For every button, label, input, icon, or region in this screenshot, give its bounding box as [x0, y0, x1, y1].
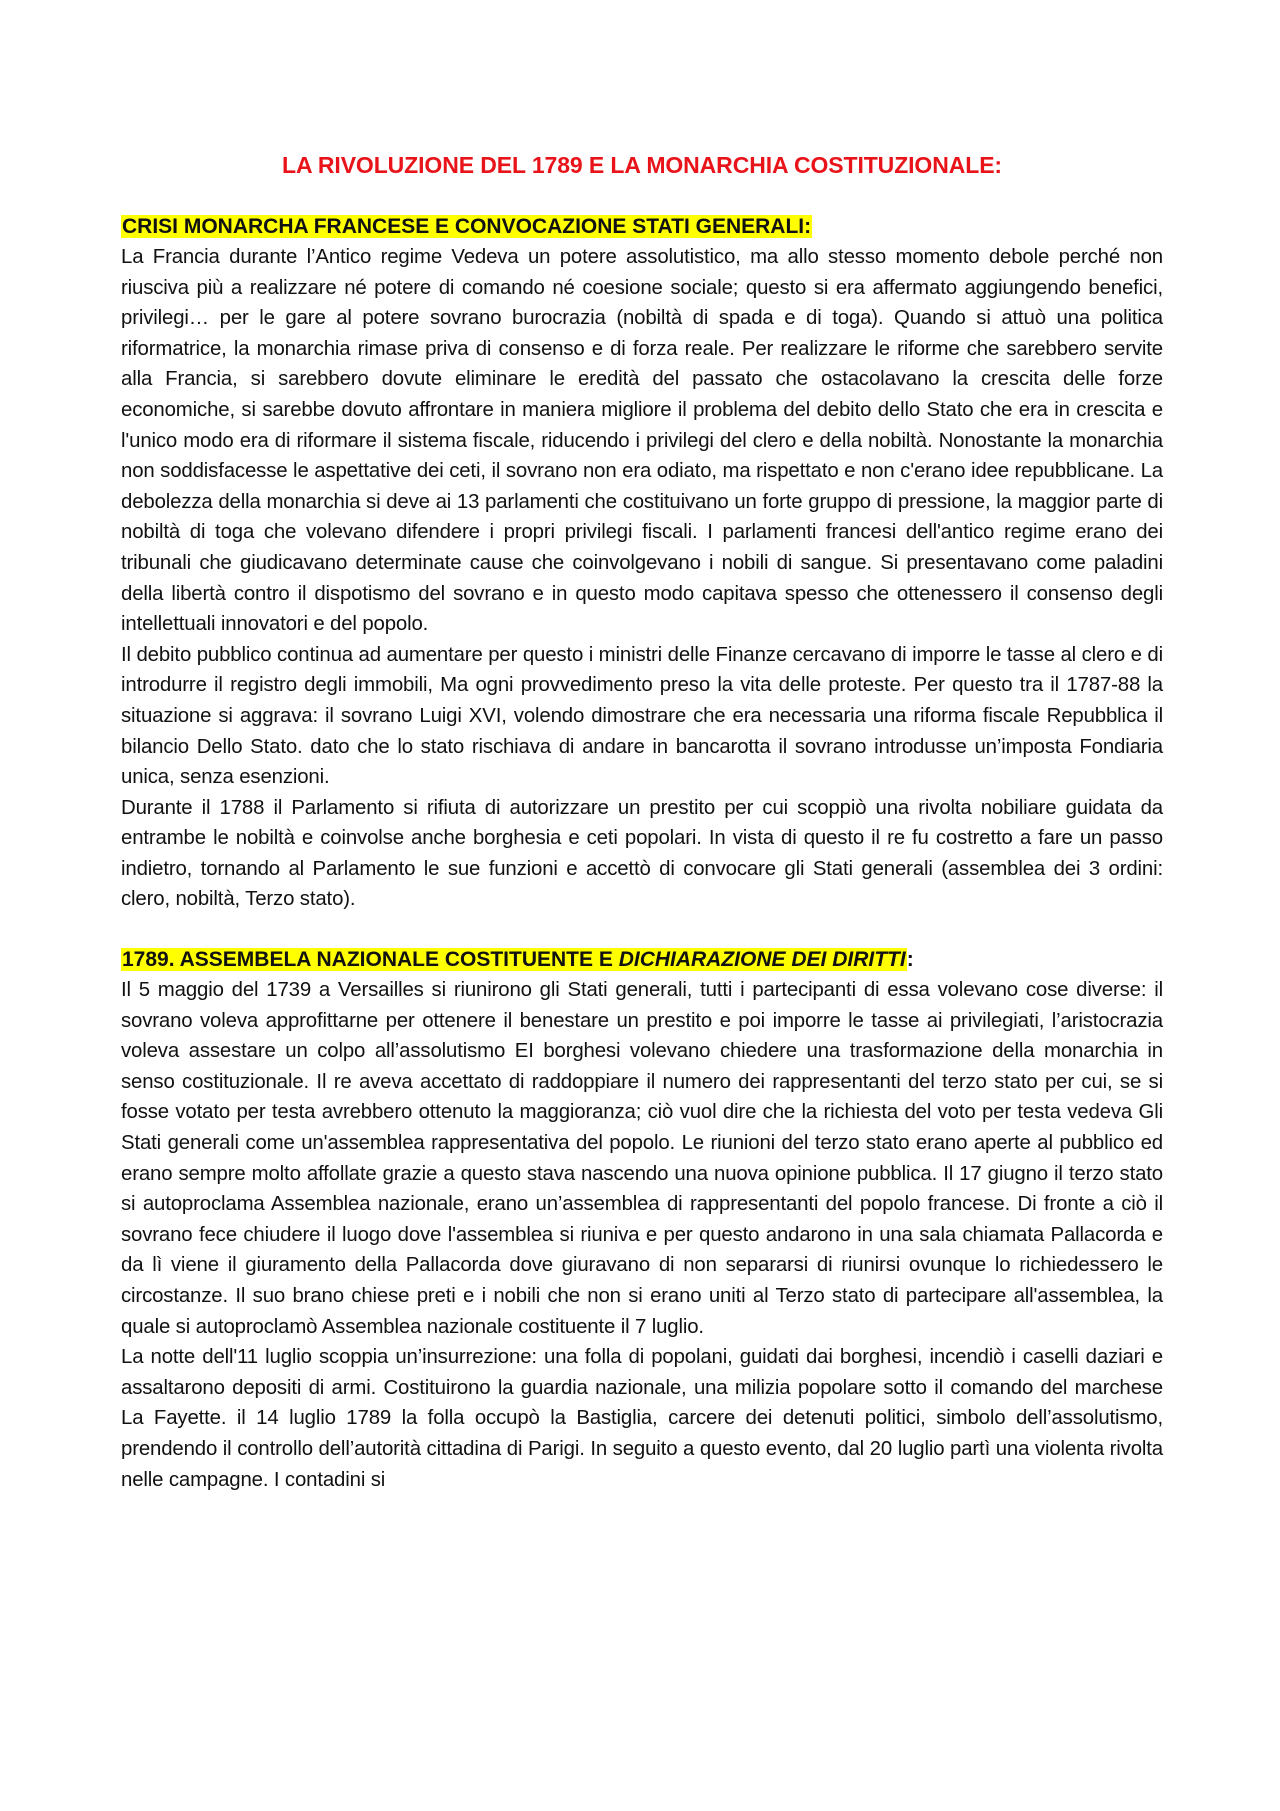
highlighted-heading-text: CRISI MONARCHA FRANCESE E CONVOCAZIONE STATI GENERALI:	[122, 215, 812, 238]
heading-suffix: :	[906, 948, 914, 972]
paragraph: Durante il 1788 il Parlamento si rifiuta di autorizzare un prestito per cui scoppiò una rivolta nobiliare guidata da entrambe le nobiltà e coinvolse anche borghesia e ceti popolari. In vista di questo il re fu costretto a fare un passo indietro, tornando al Parlamento le sue funzioni e accettò di convocare gli Stati generali (assemblea dei 3 ordini: clero, nobiltà, Terzo stato).	[121, 796, 1163, 911]
document-page	[121, 148, 1163, 1495]
paragraph: La notte dell'11 luglio scoppia un’insurrezione: una folla di popolani, guidati dai borghesi, incendiò i caselli daziari e assaltarono depositi di armi. Costituirono la guardia nazionale, una milizia popolare sotto il comando del marchese La Fayette. il 14 luglio 1789 la folla occupò la Bastiglia, carcere dei detenuti politici, simbolo dell’assolutismo, prendendo il controllo dell’autorità cittadina di Parigi. In seguito a questo evento, dal 20 luglio partì una violenta rivolta nelle campagne. I contadini si	[121, 1346, 1163, 1491]
paragraph: Il debito pubblico continua ad aumentare per questo i ministri delle Finanze cercavano di imporre le tasse al clero e di introdurre il registro degli immobili, Ma ogni provvedimento preso la vita delle proteste. Per questo tra il 1787-88 la situazione si aggrava: il sovrano Luigi XVI, volendo dimostrare che era necessaria una riforma fiscale Repubblica il bilancio Dello Stato. dato che lo stato rischiava di andare in bancarotta il sovrano introdusse un’imposta Fondiaria unica, senza esenzioni.	[121, 643, 1163, 789]
section-assemblea-nazionale	[121, 945, 1163, 1495]
highlighted-heading-text	[121, 948, 907, 971]
section-heading	[121, 212, 1163, 242]
heading-italic: DICHIARAZIONE DEI DIRITTI	[618, 948, 906, 972]
paragraph: Il 5 maggio del 1739 a Versailles si riunirono gli Stati generali, tutti i partecipanti di essa volevano cose diverse: il sovrano voleva approfittarne per ottenere il benestare un prestito e poi imporre le tasse ai privilegiati, l’aristocrazia voleva assestare un colpo all’assolutismo EI borghesi volevano chiedere una trasformazione della monarchia in senso costituzionale. Il re aveva accettato di raddoppiare il numero dei rappresentanti del terzo stato per cui, se si fosse votato per testa avrebbero ottenuto la maggioranza; ciò vuol dire che la richiesta del voto per testa vedeva Gli Stati generali come un'assemblea rappresentativa del popolo. Le riunioni del terzo stato erano aperte al pubblico ed erano sempre molto affollate grazie a questo stava nascendo una nuova opinione pubblica. Il 17 giugno il terzo stato si autoproclama Assemblea nazionale, erano un’assemblea di rappresentanti del popolo francese. Di fronte a ciò il sovrano fece chiudere il luogo dove l'assemblea si riuniva e per questo andarono in una sala chiamata Pallacorda e da lì viene il giuramento della Pallacorda dove giuravano di non separarsi di riunirsi ovunque lo richiedessero le circostanze. Il suo brano chiese preti e i nobili che non si erano uniti al Terzo stato di partecipare all'assemblea, la quale si autoproclamò Assemblea nazionale costituente il 7 luglio.	[121, 979, 1163, 1338]
section-spacer	[121, 915, 1163, 945]
document-title: LA RIVOLUZIONE DEL 1789 E LA MONARCHIA COSTITUZIONALE:	[282, 152, 1002, 178]
heading-prefix: 1789. ASSEMBELA NAZIONALE COSTITUENTE E	[122, 948, 619, 972]
section-heading	[121, 945, 1163, 975]
section-crisi-monarchia	[121, 212, 1163, 915]
paragraph: La Francia durante l’Antico regime Vedeva un potere assolutistico, ma allo stesso momento debole perché non riusciva più a realizzare né potere di comando né coesione sociale; questo si era affermato aggiungendo benefici, privilegi… per le gare al potere sovrano burocrazia (nobiltà di spada e di toga). Quando si attuò una politica riformatrice, la monarchia rimase priva di consenso e di forza reale. Per realizzare le riforme che sarebbero servite alla Francia, si sarebbero dovute eliminare le eredità del passato che ostacolavano la crescita delle forze economiche, si sarebbe dovuto affrontare in maniera migliore il problema del debito dello Stato che era in crescita e l'unico modo era di riformare il sistema fiscale, riducendo i privilegi del clero e della nobiltà. Nonostante la monarchia non soddisfacesse le aspettative dei ceti, il sovrano non era odiato, ma rispettato e non c'erano idee repubblicane. La debolezza della monarchia si deve ai 13 parlamenti che costituivano un forte gruppo di pressione, la maggior parte di nobiltà di toga che volevano difendere i propri privilegi fiscali. I parlamenti francesi dell'antico regime erano dei tribunali che giudicavano determinate cause che coinvolgevano i nobili di sangue. Si presentavano come paladini della libertà contro il dispotismo del sovrano e in questo modo capitava spesso che ottenessero il consenso degli intellettuali innovatori e del popolo.	[121, 246, 1163, 636]
